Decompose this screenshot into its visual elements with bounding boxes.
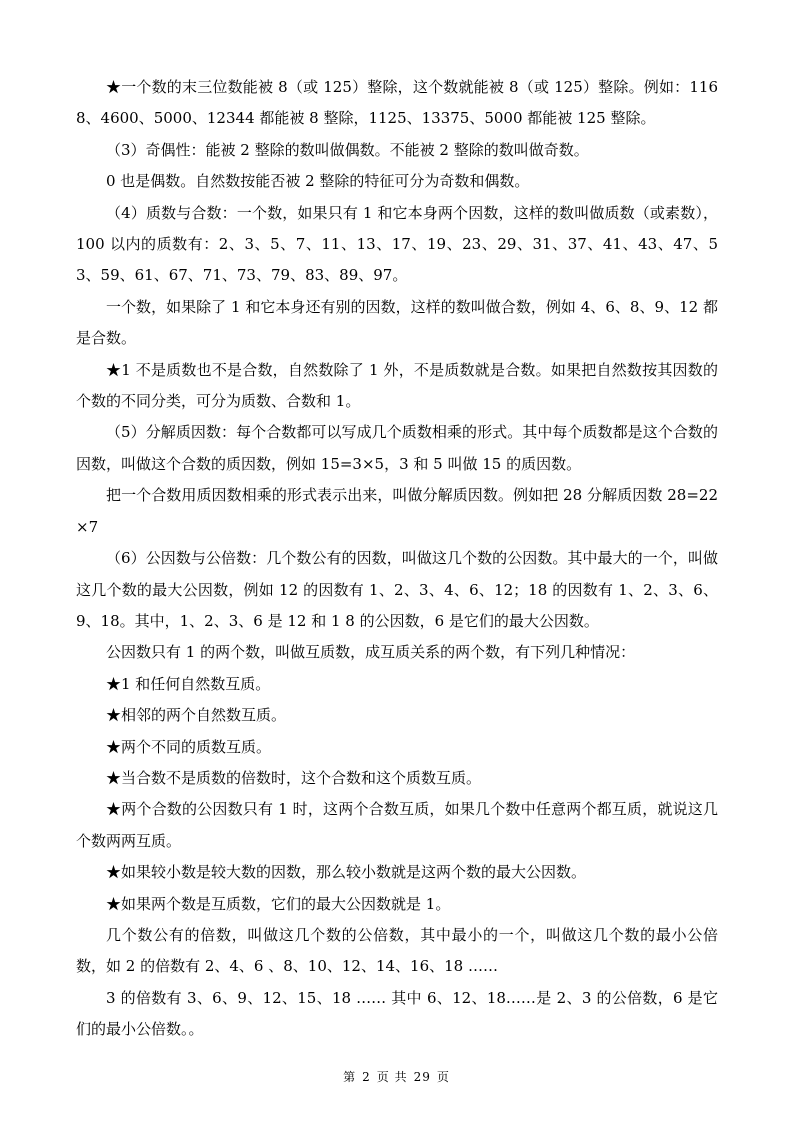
footer-current-page: 2 (362, 1070, 371, 1084)
footer-suffix: 页 (436, 1070, 450, 1084)
footer-prefix: 第 (343, 1070, 357, 1084)
paragraph-coprime-case-3: ★两个不同的质数互质。 (106, 737, 272, 756)
footer-middle: 页 共 (376, 1070, 408, 1084)
paragraph-factorization-example: 把一个合数用质因数相乘的形式表示出来，叫做分解质因数。例如把 28 分解质因数 28=22×7 (76, 486, 718, 536)
paragraph-coprime-definition: 公因数只有 1 的两个数，叫做互质数，成互质关系的两个数，有下列几种情况： (106, 643, 636, 662)
paragraph-coprime-case-4: ★当合数不是质数的倍数时，这个合数和这个质数互质。 (106, 768, 482, 787)
paragraph-gcd-rule-1: ★如果较小数是较大数的因数，那么较小数就是这两个数的最大公因数。 (106, 863, 587, 882)
paragraph-prime-composite: （4）质数与合数：一个数，如果只有 1 和它本身两个因数，这样的数叫做质数（或素数），100 以内的质数有：2、3、5、7、11、13、17、19、23、29、31、37、41、43、47、53、59、61、67、71、73、79、83、89、97。 (76, 203, 718, 285)
paragraph-coprime-case-5: ★两个合数的公因数只有 1 时，这两个合数互质，如果几个数中任意两个都互质，就说这几个数两两互质。 (76, 800, 718, 850)
paragraph-parity: （3）奇偶性：能被 2 整除的数叫做偶数。不能被 2 整除的数叫做奇数。 (106, 140, 589, 159)
paragraph-divisibility-8-125: ★一个数的末三位数能被 8（或 125）整除，这个数就能被 8（或 125）整除。例如：1168、4600、5000、12344 都能被 8 整除，1125、13375、5000 都能被 125 整除。 (76, 78, 718, 128)
paragraph-common-factor: （6）公因数与公倍数：几个数公有的因数，叫做这几个数的公因数。其中最大的一个，叫做这几个数的最大公因数，例如 12 的因数有 1、2、3、4、6、12；18 的因数有 1、2、3、6、9、18。其中，1、2、3、6 是 12 和 1 8 的公因数，6 是它们的最大公因数。 (76, 549, 718, 630)
paragraph-lcm-example: 3 的倍数有 3、6、9、12、15、18 …… 其中 6、12、18……是 2、3 的公倍数，6 是它们的最小公倍数。。 (76, 988, 718, 1039)
paragraph-coprime-case-1: ★1 和任何自然数互质。 (106, 674, 271, 693)
footer-total-pages: 29 (413, 1070, 431, 1084)
document-body (76, 72, 718, 1046)
page-footer (0, 1068, 793, 1085)
paragraph-one-neither: ★1 不是质数也不是合数，自然数除了 1 外，不是质数就是合数。如果把自然数按其因数的个数的不同分类，可分为质数、合数和 1。 (76, 360, 718, 411)
paragraph-coprime-case-2: ★相邻的两个自然数互质。 (106, 706, 287, 725)
paragraph-composite-definition: 一个数，如果除了 1 和它本身还有别的因数，这样的数叫做合数，例如 4、6、8、9、12 都是合数。 (76, 297, 718, 348)
paragraph-prime-factorization: （5）分解质因数：每个合数都可以写成几个质数相乘的形式。其中每个质数都是这个合数的因数，叫做这个合数的质因数，例如 15=3×5，3 和 5 叫做 15 的质因数。 (76, 423, 718, 473)
paragraph-common-multiple: 几个数公有的倍数，叫做这几个数的公倍数，其中最小的一个，叫做这几个数的最小公倍数，如 2 的倍数有 2、4、6 、8、10、12、14、16、18 …… (76, 925, 718, 976)
paragraph-zero-even: 0 也是偶数。自然数按能否被 2 整除的特征可分为奇数和偶数。 (106, 172, 530, 191)
paragraph-gcd-rule-2: ★如果两个数是互质数，它们的最大公因数就是 1。 (106, 894, 451, 913)
